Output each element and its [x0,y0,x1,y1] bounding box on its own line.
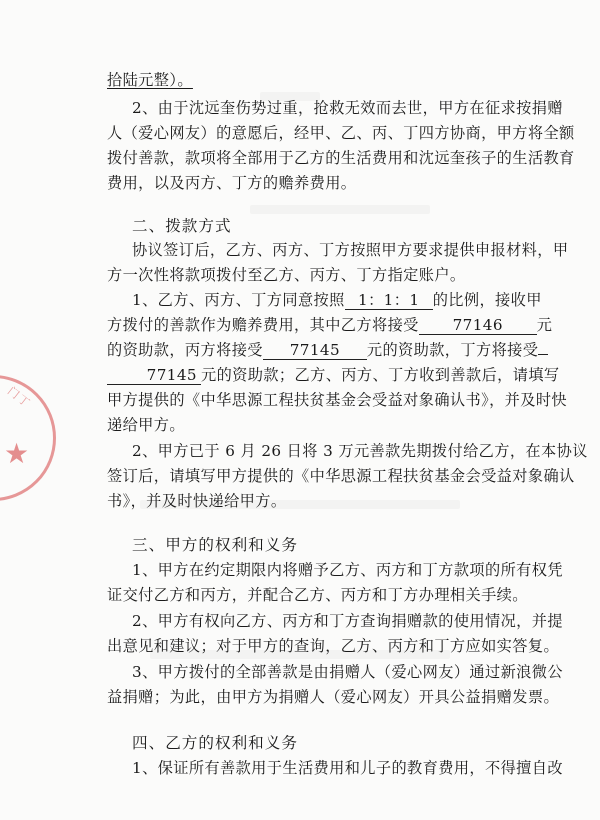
text-line: 签订后，请填写甲方提供的《中华思源工程扶贫基金会受益对象确认 [107,467,575,485]
section-heading: 二、拨款方式 [132,217,232,235]
text-line: 证交付乙方和丙方，并配合乙方、丙方和丁方办理相关手续。 [107,586,528,604]
text-segment: 元的资助款，丁方将接受 [366,341,539,359]
text-line: 方一次性将款项拨付至乙方、丙方、丁方指定账户。 [107,266,466,284]
amount-blank-yi: 77146 [419,317,537,335]
text-segment: 的资助款，丙方将接受 [107,341,263,359]
text-line: 2、甲方有权向乙方、丙方和丁方查询捐赠款的使用情况，并提 [132,612,563,630]
amount-line [107,340,548,360]
text-line: 书》，并及时快递给甲方。 [107,492,287,510]
seal-star-icon: ★ [4,437,30,470]
section-heading: 三、甲方的权利和义务 [132,536,298,554]
amount-line [107,365,560,385]
text-line: 3、甲方拨付的全部善款是由捐赠人（爱心网友）通过新浪微公 [132,663,563,681]
text-segment: 1、乙方、丙方、丁方同意按照 [132,291,345,309]
text-segment: 的比例，接收甲 [432,291,542,309]
text-segment: 元的资助款；乙方、丙方、丁方收到善款后，请填写 [201,366,560,384]
amount-blank-ding-start [538,354,548,355]
amount-line [107,315,552,335]
text-segment: 元 [536,316,553,334]
text-line: 费用，以及丙方、丁方的赡养费用。 [107,174,357,192]
text-line: 2、由于沈远奎伤势过重，抢救无效而去世，甲方在征求按捐赠 [132,99,563,117]
ratio-blank: 1：1：1 [345,292,433,310]
ratio-line [132,290,542,310]
text-line: 2、甲方已于 6 月 26 日将 3 万元善款先期拨付给乙方，在本协议 [132,442,588,460]
text-line: 协议签订后，乙方、丙方、丁方按照甲方要求提供申报材料，甲 [132,241,569,259]
text-line: 出意见和建议；对于甲方的查询，乙方、丙方和丁方应如实答复。 [107,637,560,655]
seal-text: 门丁 [5,384,34,411]
text-line: 递给甲方。 [107,416,185,434]
text-line: 拾陆元整）。 [107,71,193,89]
amount-blank-ding: 77145 [107,367,201,385]
amount-blank-bing: 77145 [263,342,367,360]
text-line: 益捐赠；为此，由甲方为捐赠人（爱心网友）开具公益捐赠发票。 [107,688,560,706]
text-line: 1、甲方在约定期限内将赠予乙方、丙方和丁方款项的所有权凭 [132,561,563,579]
text-line: 1、保证所有善款用于生活费用和儿子的教育费用，不得擅自改 [132,759,563,777]
section-heading: 四、乙方的权利和义务 [132,734,298,752]
text-line: 人（爱心网友）的意愿后，经甲、乙、丙、丁四方协商，甲方将全额 [107,124,575,142]
text-line: 拨付善款，款项将全部用于乙方的生活费用和沈远奎孩子的生活教育 [107,149,575,167]
text-line: 甲方提供的《中华思源工程扶贫基金会受益对象确认书》，并及时快 [107,391,568,409]
text-segment: 方拨付的善款作为赡养费用，其中乙方将接受 [107,316,419,334]
